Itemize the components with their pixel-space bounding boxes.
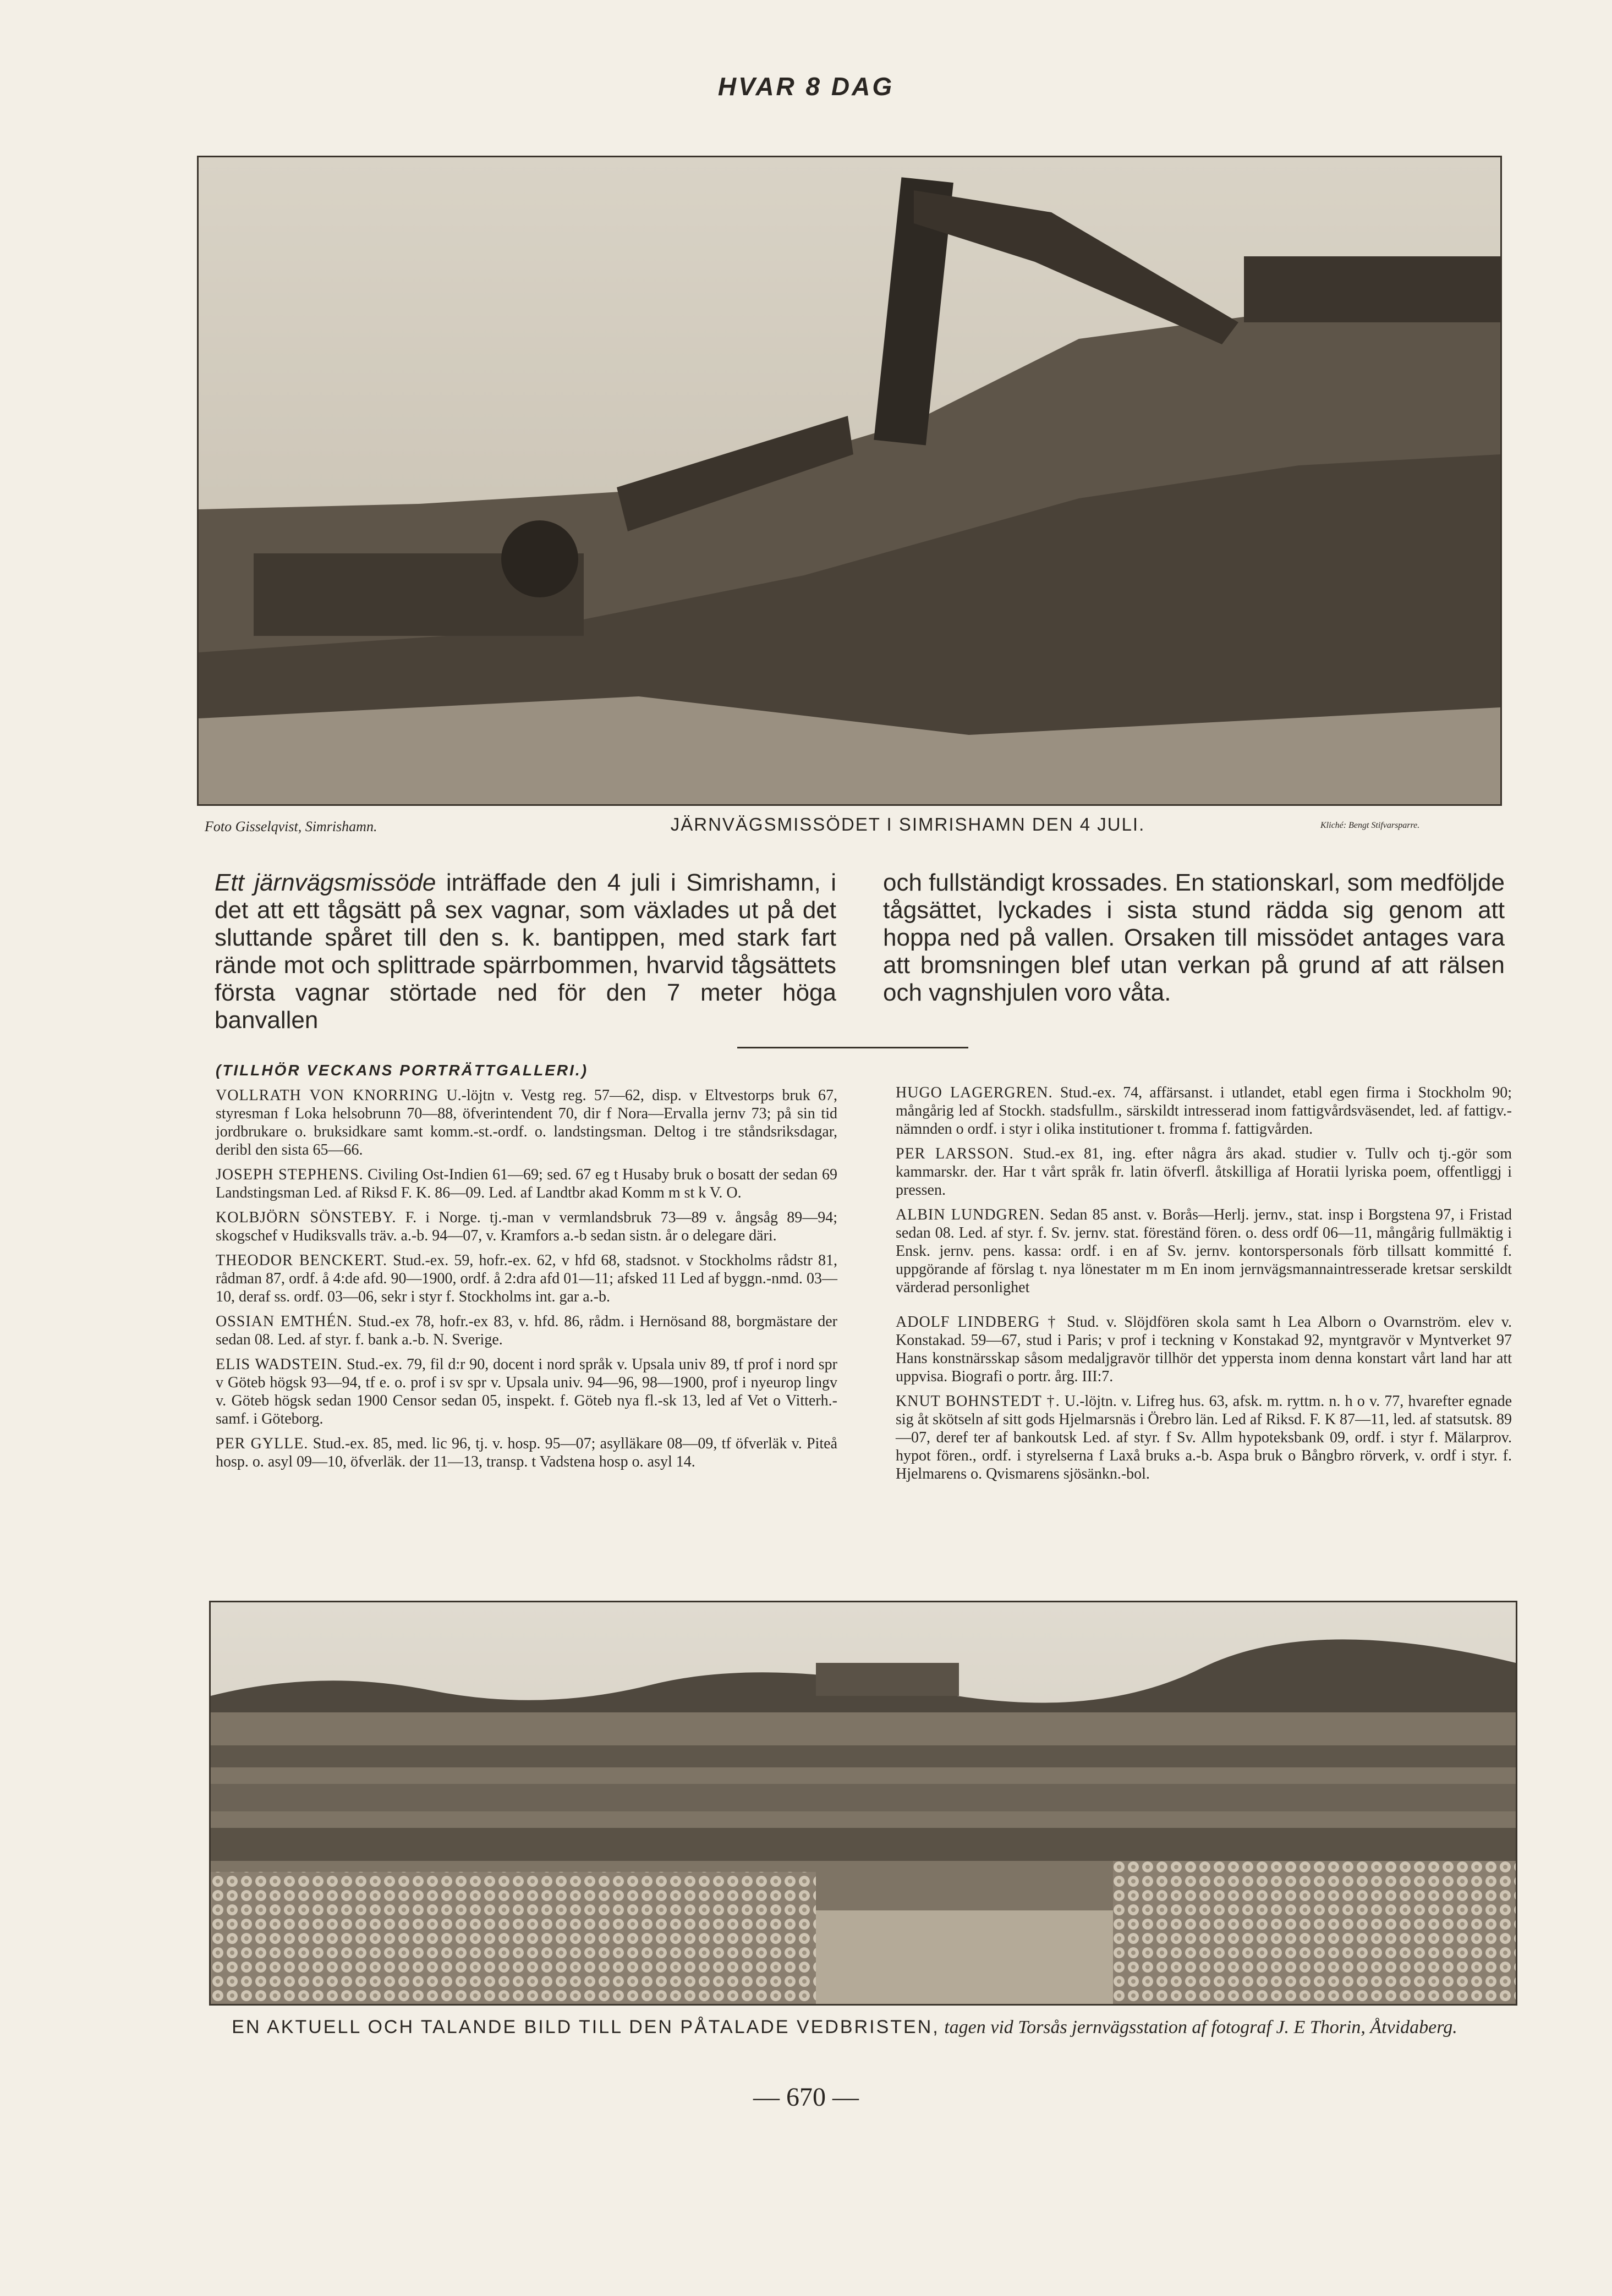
biography-text: Stud.-ex. 85, med. lic 96, tj. v. hosp. 95—07; asylläkare 08—09, tf öfverläk v. Piteå hosp. o. asyl 09—10, öfverläk. der 11—13, transp. t Vadstena hosp o. asyl 14.	[216, 1435, 837, 1470]
caption-credit: tagen vid Torsås jernvägsstation af fotograf J. E Thorin, Åtvidaberg.	[939, 2017, 1457, 2037]
biography-entry	[896, 1145, 1512, 1199]
biography-column-left	[216, 1086, 837, 1477]
photo-credit: Foto Gisselqvist, Simrishamn.	[205, 819, 377, 834]
biography-entry	[216, 1355, 837, 1428]
biography-name: ELIS WADSTEIN.	[216, 1356, 343, 1373]
biography-name: PER LARSSON.	[896, 1145, 1014, 1162]
biography-entry	[216, 1251, 837, 1306]
biography-name: THEODOR BENCKERT.	[216, 1252, 387, 1269]
gallery-heading: (TILLHÖR VECKANS PORTRÄTTGALLERI.)	[216, 1062, 589, 1079]
firewood-photo	[209, 1601, 1517, 2006]
biography-entry	[216, 1086, 837, 1159]
biography-name: PER GYLLE.	[216, 1435, 309, 1452]
biography-text: Stud.-ex. 74, affärsanst. i utlandet, etabl egen firma i Stockholm 90; mångårig led af Stockh. stadsfullm., särskildt intresserad inom fattigvårdsväsendet, led. af fattigv.-nämnden o ordf. i styr i olika institutioner t. fromma f. fattigvården.	[896, 1084, 1512, 1138]
biography-name: ALBIN LUNDGREN.	[896, 1206, 1045, 1223]
biography-name: ADOLF LINDBERG †	[896, 1314, 1060, 1331]
biography-name: JOSEPH STEPHENS.	[216, 1166, 364, 1183]
biography-text: Stud. v. Slöjdfören skola samt h Lea Alborn o Ovarnström. elev v. Konstakad. 59—67, stud i Paris; v prof i teckning v Konstakad 92, myntgravör v Myntverket 97 Hans konstnärsskap såsom medaljgravör tillhör det yppersta inom denna konstart vårt land har att uppvisa. Biografi o portr. årg. III:7.	[896, 1314, 1512, 1385]
biography-text: Sedan 85 anst. v. Borås—Herlj. jernv., stat. insp i Borgstena 97, i Fristad sedan 08. Led. af styr. f. Sv. jernv. stat. föreständ fören. o. dess ordf 06—11, mångårig fullmäktig i Ensk. jernv. pens. kassa: ordf. i en af Sv. jernv. kontorspersonals förb tillsatt kommitté f. uppgörande af förslag t. nya lönestater m m En inom jernvägsmannaintresserade kretsar serskildt värderad personlighet	[896, 1206, 1512, 1296]
biography-name: KNUT BOHNSTEDT †.	[896, 1393, 1060, 1410]
biography-text: U.-löjtn. v. Lifreg hus. 63, afsk. m. ryttm. n. h o v. 77, hvarefter egnade sig åt skötseln af sitt gods Hjelmarsnäs i Örebro län. Led af Riksd. F. K 87—11, led. af statsutsk. 89—07, deref ter af bankoutsk Led. af styr. f Sv. Allm hypoteksbank 09, ordf. i styr f. Mälarprov. hypot fören., ordf. i styrelserna f Laxå bruks a.-b. Aspa bruk o Bångbro rörverk, v. ordf i styr. f. Hjelmarens o. Qvismarens sjösänkn.-bol.	[896, 1393, 1512, 1482]
biography-entry	[896, 1206, 1512, 1297]
biography-text: Stud.-ex. 59, hofr.-ex. 62, v hfd 68, stadsnot. v Stockholms rådstr 81, rådman 87, ordf. å 4:de afd. 90—1900, ordf. å 2:dra afd 01—11; afsked 11 Led af byggn.-nmd. 03—10, deraf ss. ordf. 03—06, sekr i styr f. Stockholms int. gar a.-b.	[216, 1252, 837, 1305]
caption-main: EN AKTUELL OCH TALANDE BILD TILL DEN PÅTALADE VEDBRISTEN,	[232, 2017, 940, 2037]
biography-name: KOLBJÖRN SÖNSTEBY.	[216, 1209, 397, 1226]
biography-text: U.-löjtn v. Vestg reg. 57—62, disp. v Eltvestorps bruk 67, styresman f Loka helsobrunn 70—88, öfverintendent 70, dir f Nora—Ervalla jernv 73; på sin tid jordbrukare o. bruksidkare samt komm.-st.-ordf. o. landstingsman. Deltog i tre ståndsriksdagar, deribl den sista 65—66.	[216, 1087, 837, 1158]
biography-entry	[216, 1312, 837, 1349]
masthead-title: HVAR 8 DAG	[717, 72, 895, 101]
biography-text: Stud.-ex 81, ing. efter några års akad. studier v. Tullv och tj.-gör som kammarskr. der. Har t vårt språk fr. latin öfverfl. åtskilliga af Horatii lyriska poem, offentliggj i pressen.	[896, 1145, 1512, 1199]
biography-text: Civiling Ost-Indien 61—69; sed. 67 eg t Husaby bruk o bosatt der sedan 69 Landstingsman Led. af Riksd F. K. 86—09. Led. af Landtbr akad Komm m st k V. O.	[216, 1166, 837, 1201]
article-right-column: och fullständigt krossades. En stationskarl, som medföljde tågsättet, lyckades i sista stund rädda sig genom att hoppa ned på vallen. Orsaken till missödet antages vara att bromsningen blef utan verkan på grund af att rälsen och vagnshjulen voro våta.	[883, 869, 1505, 1006]
firewood-caption	[209, 2014, 1480, 2040]
article-lead: Ett järnvägsmissöde	[215, 869, 436, 896]
biography-entry	[896, 1084, 1512, 1138]
train-accident-photo	[197, 156, 1502, 806]
photo-caption: JÄRNVÄGSMISSÖDET I SIMRISHAMN DEN 4 JULI.	[670, 814, 1145, 834]
cliche-credit: Kliché: Bengt Stifvarsparre.	[1320, 821, 1420, 830]
firewood-image	[211, 1602, 1516, 2004]
article-body-left: inträffade den 4 juli i Simrishamn, i det att ett tågsätt på sex vagnar, som växlades ut på det sluttande spåret till den s. k. bantippen, med stark fart rände mot och splittrade spärrbommen, hvarvid tågsättets första vagnar störtade ned för den 7 meter höga banvallen	[215, 869, 836, 1034]
biography-name: HUGO LAGERGREN.	[896, 1084, 1053, 1101]
biography-name: OSSIAN EMTHÉN.	[216, 1313, 353, 1330]
train-accident-image	[199, 157, 1500, 804]
biography-text: Stud.-ex. 79, fil d:r 90, docent i nord språk v. Upsala univ 89, tf prof i nord spr v Göteb högsk 93—94, tf e. o. prof i sv spr v. Upsala univ. 94—96, 98—1900, prof i nyeurop lingv v. Göteb högsk sedan 1900 Censor sedan 05, inspekt. f. Göteb nya fl.-sk 13, led af Vet o Vitterh.-samf. i Göteborg.	[216, 1356, 838, 1427]
section-divider	[737, 1047, 968, 1048]
biography-entry	[896, 1392, 1512, 1483]
biography-text: F. i Norge. tj.-man v vermlandsbruk 73—89 v. ångsåg 89—94; skogschef v Hudiksvalls träv. a.-b. 94—07, v. Kramfors a.-b sedan sistn. år o delegare däri.	[216, 1209, 837, 1244]
biography-entry	[216, 1435, 837, 1471]
page-number: — 670 —	[753, 2083, 859, 2112]
biography-entry	[216, 1166, 837, 1202]
biography-column-right	[896, 1084, 1512, 1490]
article-left-column	[215, 869, 836, 1034]
biography-text: Stud.-ex 78, hofr.-ex 83, v. hfd. 86, rådm. i Hernösand 88, borgmästare der sedan 08. Led. af styr. f. bank a.-b. N. Sverige.	[216, 1313, 837, 1348]
biography-entry	[216, 1209, 837, 1245]
biography-name: VOLLRATH VON KNORRING	[216, 1087, 439, 1104]
biography-entry	[896, 1313, 1512, 1386]
